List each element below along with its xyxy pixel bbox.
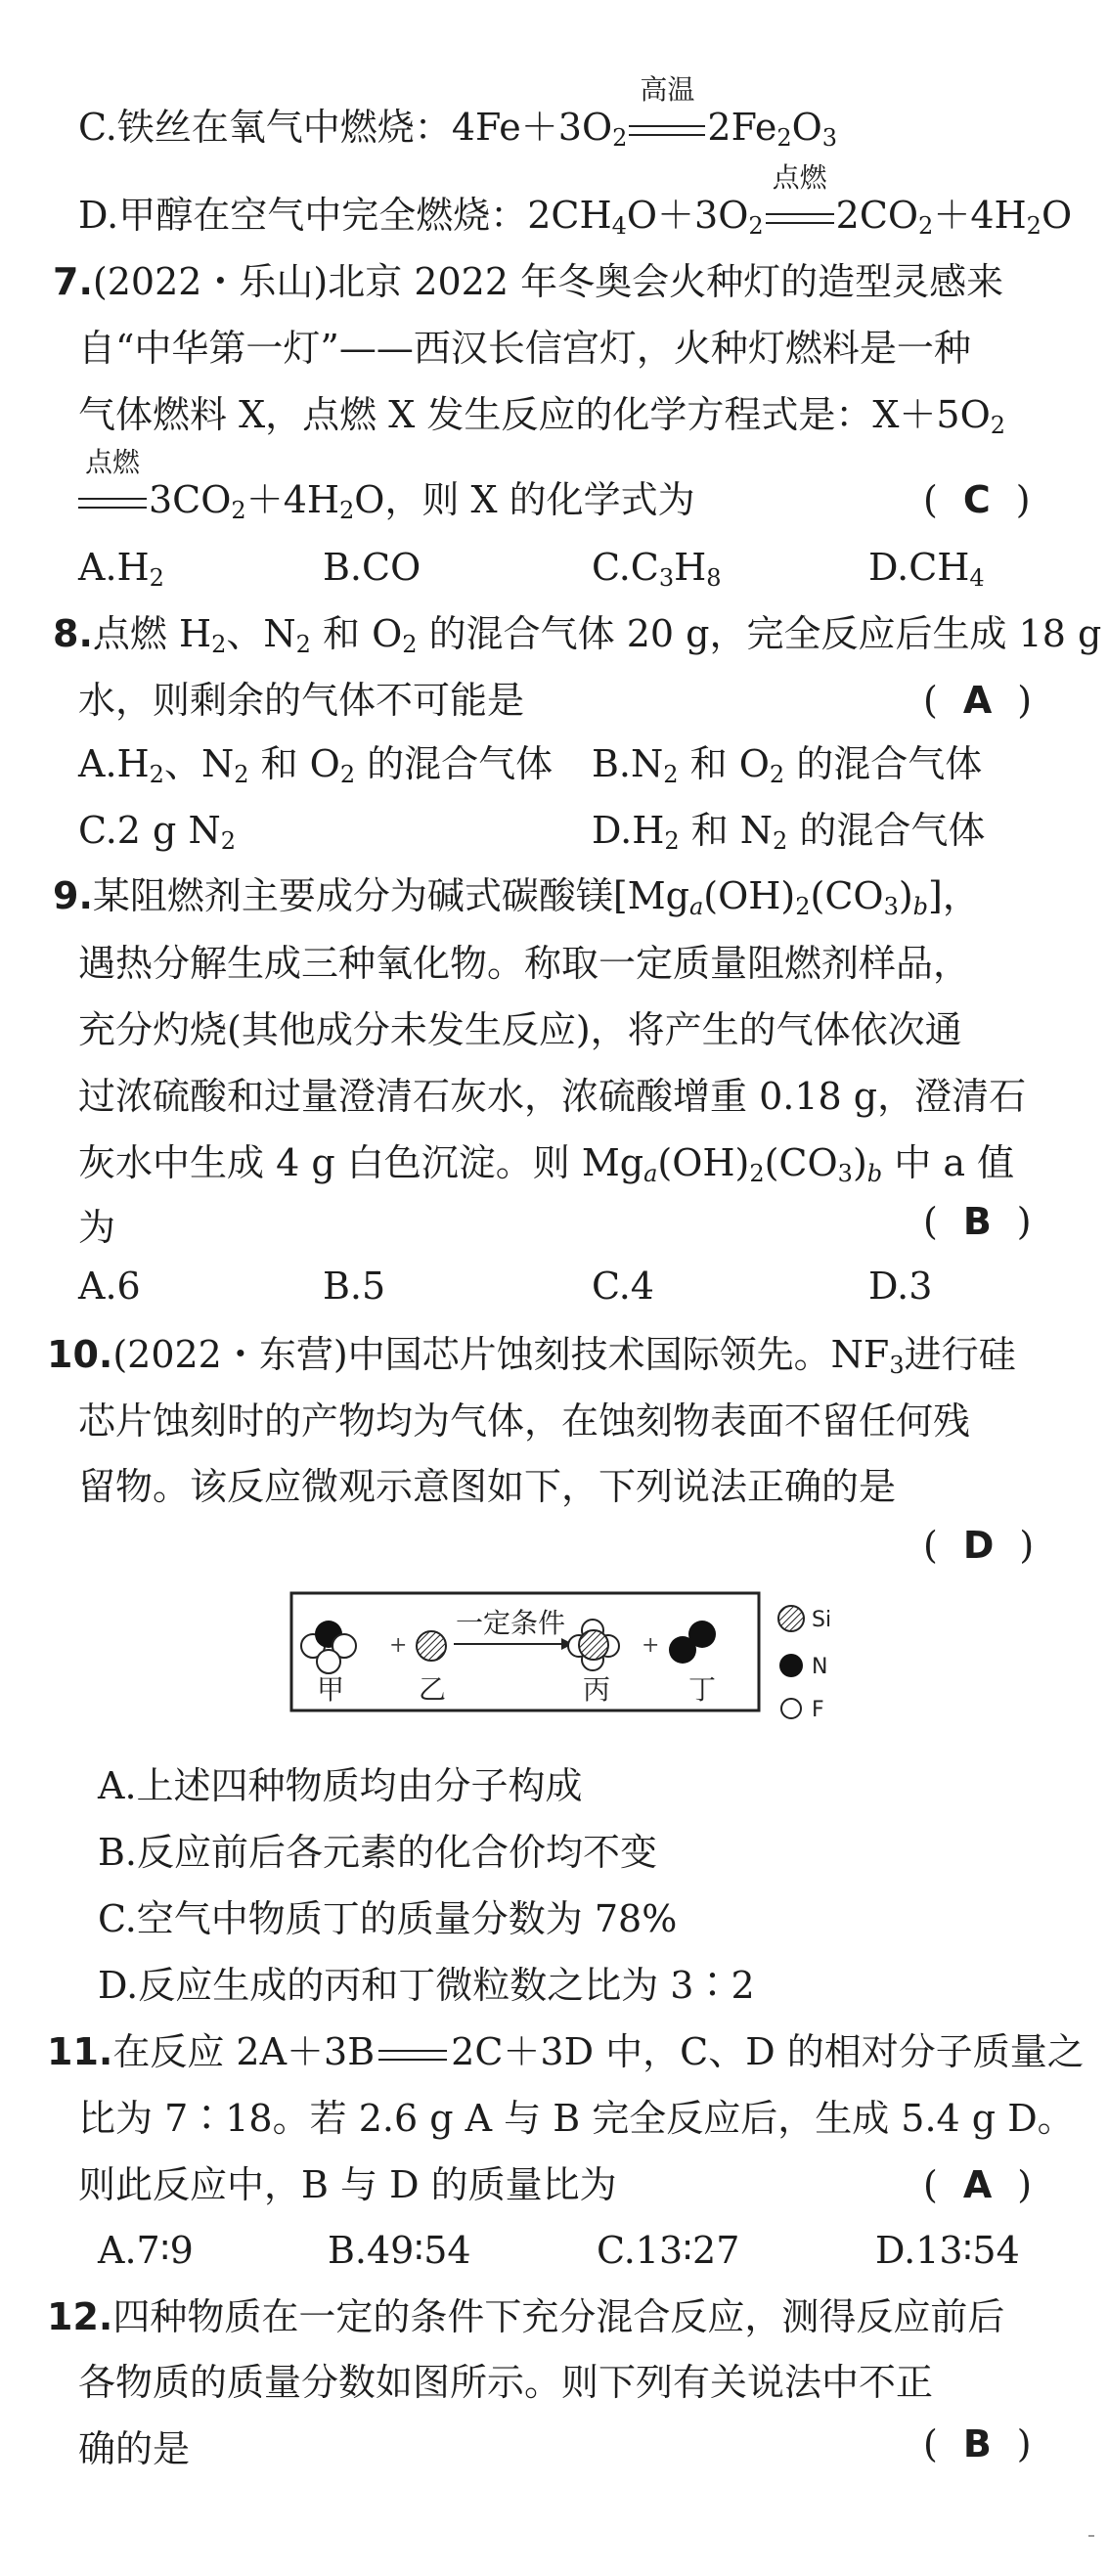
q10-option-d: D.反应生成的丙和丁微粒数之比为 3∶2 [98, 1964, 755, 2007]
q8-line2: 水，则剩余的气体不可能是 [78, 679, 525, 722]
legend-si: Si [812, 1608, 832, 1632]
q9-option-b: B.5 [323, 1265, 386, 1308]
q7-option-c: $C.C_3H_8$ [592, 546, 722, 592]
q7-line4: 点燃 $3CO_2+4H_2O$，则 X 的化学式为 [78, 477, 695, 522]
q10-option-b: B.反应前后各元素的化合价均不变 [98, 1831, 658, 1874]
q12-line1: 12.四种物质在一定的条件下充分混合反应，测得反应前后 [47, 2295, 1005, 2338]
q10-line2: 芯片蚀刻时的产物均为气体，在蚀刻物表面不留任何残 [78, 1399, 971, 1443]
q9-line6: 为 [78, 1206, 116, 1249]
q8-answer: ( A ) [923, 679, 1033, 722]
q7-line1: 7.(2022・乐山)北京 2022 年冬奥会火种灯的造型灵感来 [53, 260, 1004, 303]
q11-line1: 11.在反应 2A＋3B 2C＋3D 中，C、D 的相对分子质量之 [47, 2030, 1085, 2073]
q10-option-a: A.上述四种物质均由分子构成 [98, 1764, 583, 1807]
q9-option-d: D.3 [868, 1265, 933, 1308]
q7-answer: ( C ) [923, 478, 1031, 521]
q8-line1: 8.点燃 $H_2$、$N_2$ 和 $O_2$ 的混合气体 20 g，完全反应后生成 18 g [53, 612, 1102, 658]
q11-option-a: A.7∶9 [98, 2229, 194, 2272]
legend-si-swatch [778, 1606, 804, 1631]
q9-line4: 过浓硫酸和过量澄清石灰水，浓硫酸增重 0.18 g，澄清石 [78, 1075, 1027, 1118]
q12-line2: 各物质的质量分数如图所示。则下列有关说法中不正 [78, 2361, 934, 2404]
q6-option-d: D.甲醇在空气中完全燃烧：$2CH_4O+3O_2$ 点燃 $2CO_2+4H_2O$ [78, 161, 1073, 240]
reaction-diagram [289, 1591, 857, 1738]
q12-line3: 确的是 [78, 2427, 191, 2470]
page-edge-mark [1088, 2535, 1094, 2537]
atom-yi [417, 1631, 446, 1661]
q9-option-a: A.6 [78, 1265, 141, 1308]
q9-line2: 遇热分解生成三种氧化物。称取一定质量阻燃剂样品， [78, 942, 971, 985]
q8-option-b: $B.N_2$ 和 $O_2$ 的混合气体 [592, 742, 983, 788]
q9-option-c: C.4 [592, 1265, 654, 1308]
q8-option-a: $A.H_2$、$N_2$ 和 $O_2$ 的混合气体 [78, 742, 554, 788]
q9-line1: 9.某阻燃剂主要成分为碱式碳酸镁$[Mg_a(OH)_2(CO_3)_b]$， [53, 874, 980, 920]
q7-line2: 自“中华第一灯”——西汉长信宫灯，火种灯燃料是一种 [78, 327, 971, 370]
q8-option-c: C.2 g $N_2$ [78, 809, 236, 855]
q11-line3: 则此反应中，B 与 D 的质量比为 [78, 2163, 617, 2206]
q7-option-b: B.CO [323, 546, 421, 589]
plus-sign-1: + [389, 1633, 408, 1658]
label-ding: 丁 [688, 1673, 717, 1706]
q11-line2: 比为 7∶18。若 2.6 g A 与 B 完全反应后，生成 5.4 g D。 [78, 2097, 1075, 2140]
q11-option-b: B.49∶54 [328, 2229, 471, 2272]
q9-line3: 充分灼烧(其他成分未发生反应)，将产生的气体依次通 [78, 1008, 962, 1051]
condition-ignite: 点燃 [772, 161, 827, 194]
label-bing: 丙 [583, 1673, 611, 1706]
plus-sign-2: + [642, 1633, 660, 1658]
legend-f-swatch [781, 1699, 801, 1718]
q10-answer: ( D ) [923, 1524, 1035, 1567]
legend-f: F [812, 1698, 824, 1722]
q7-option-a: $A.H_2$ [78, 546, 164, 592]
q12-answer: ( B ) [923, 2422, 1032, 2465]
q11-answer: ( A ) [923, 2163, 1033, 2206]
q7-option-d: $D.CH_4$ [868, 546, 985, 592]
q7-line3: 气体燃料 X，点燃 X 发生反应的化学方程式是：$X+5O_2$ [78, 393, 1006, 439]
q10-option-c: C.空气中物质丁的质量分数为 78% [98, 1897, 678, 1940]
reaction-condition: 一定条件 [456, 1607, 566, 1639]
q9-answer: ( B ) [923, 1200, 1032, 1243]
label-yi: 乙 [419, 1673, 447, 1706]
q11-option-d: D.13∶54 [875, 2229, 1020, 2272]
label-jia: 甲 [317, 1673, 345, 1706]
q10-line3: 留物。该反应微观示意图如下，下列说法正确的是 [78, 1465, 897, 1508]
q11-option-c: C.13∶27 [597, 2229, 740, 2272]
condition-ignite: 点燃 [84, 446, 140, 478]
q10-line1: 10.(2022・东营)中国芯片蚀刻技术国际领先。$NF_3$进行硅 [47, 1333, 1016, 1379]
q6-option-c: C.铁丝在氧气中燃烧：$4Fe+3O_2$ 高温 $2Fe_2O_3$ [78, 73, 838, 152]
q8-option-d: $D.H_2$ 和 $N_2$ 的混合气体 [592, 809, 986, 855]
condition-high-temp: 高温 [640, 73, 695, 106]
legend-n-swatch [779, 1654, 803, 1677]
q9-line5: 灰水中生成 4 g 白色沉淀。则 $Mg_a(OH)_2(CO_3)_b$ 中 a 值 [78, 1141, 1015, 1187]
legend-n: N [812, 1655, 828, 1679]
